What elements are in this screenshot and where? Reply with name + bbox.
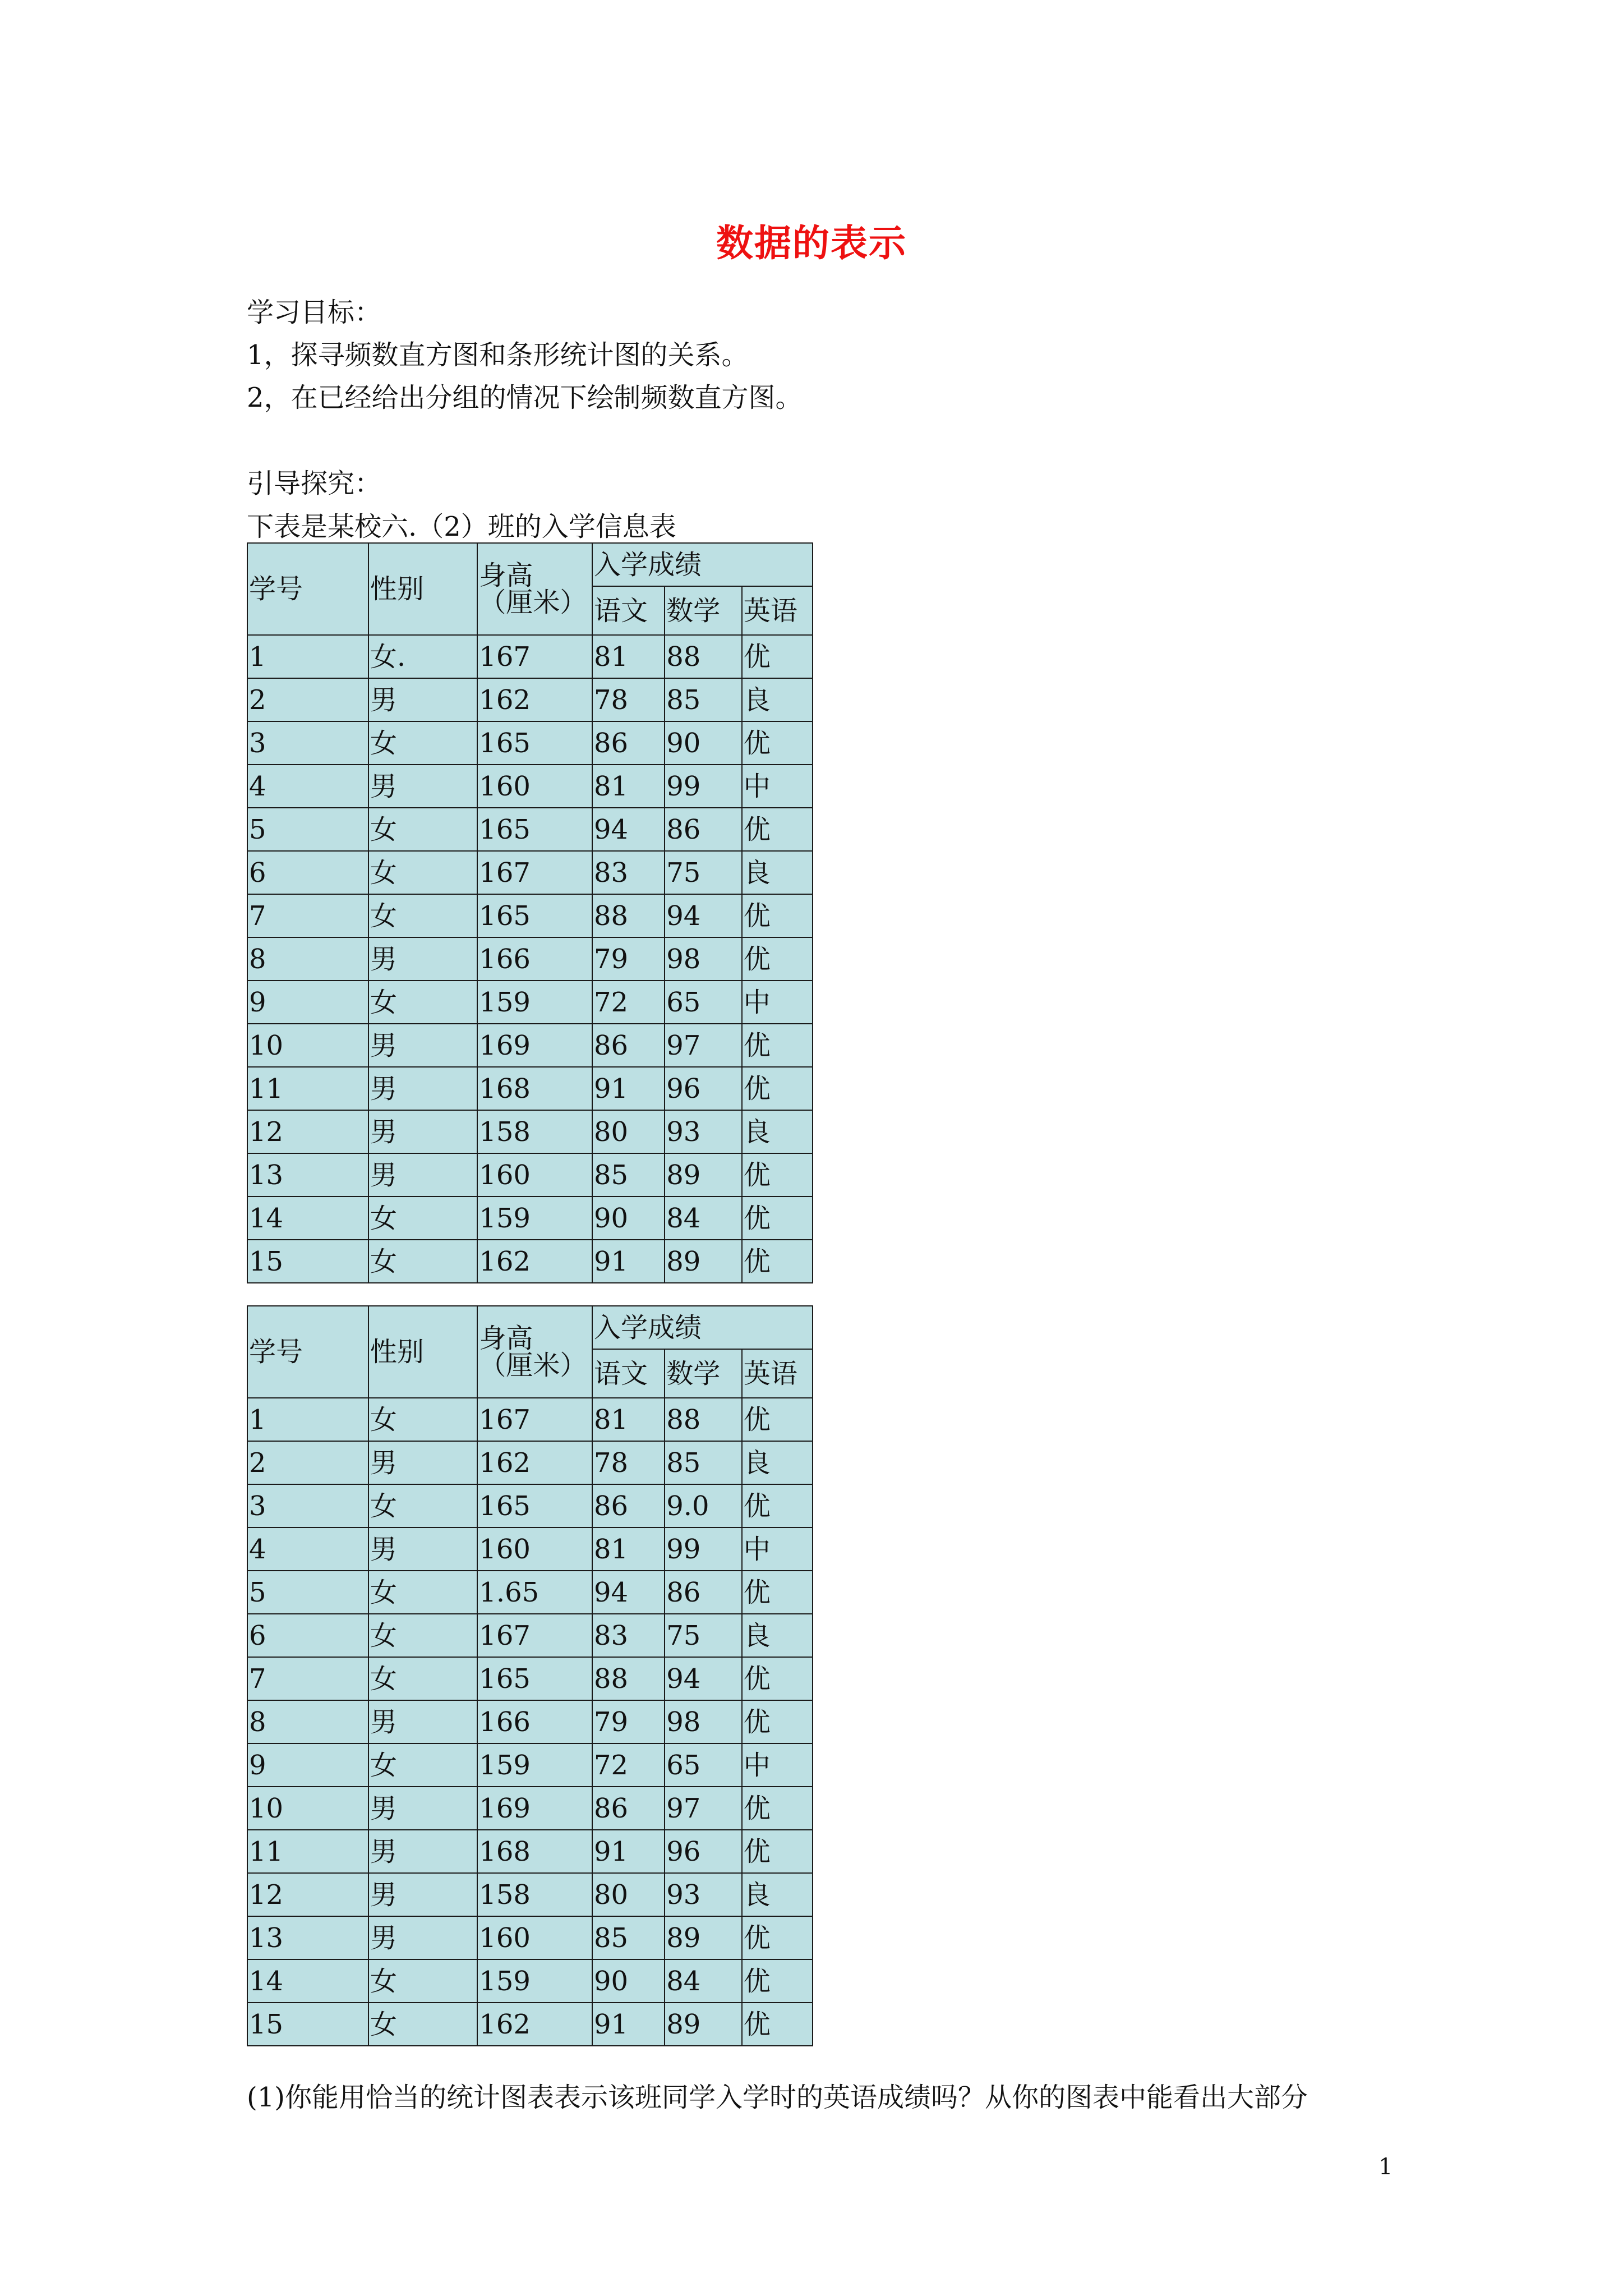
cell-english: 优 [742, 894, 813, 937]
cell-chinese: 83 [592, 1614, 665, 1657]
info-table-2 [247, 1305, 813, 2046]
cell-chinese: 85 [592, 1916, 665, 1959]
header-id: 学号 [247, 543, 368, 635]
table-row [247, 1614, 813, 1657]
cell-math: 89 [665, 2003, 741, 2046]
header-english: 英语 [742, 1349, 813, 1398]
cell-chinese: 86 [592, 1787, 665, 1830]
cell-sex: 女 [368, 721, 477, 765]
table-row [247, 765, 813, 808]
cell-math: 89 [665, 1240, 741, 1283]
cell-chinese: 91 [592, 2003, 665, 2046]
cell-height: 165 [477, 1484, 592, 1527]
cell-english: 优 [742, 1959, 813, 2003]
header-chinese: 语文 [592, 1349, 665, 1398]
guide-heading: 引导探究： [247, 468, 382, 499]
objectives-heading: 学习目标： [247, 297, 382, 328]
cell-sex: 男 [368, 765, 477, 808]
cell-id: 1 [247, 1398, 368, 1441]
cell-chinese: 85 [592, 1153, 665, 1197]
cell-height: 160 [477, 1153, 592, 1197]
cell-english: 良 [742, 1110, 813, 1153]
cell-chinese: 72 [592, 981, 665, 1024]
cell-math: 93 [665, 1873, 741, 1916]
table-body-1 [247, 635, 813, 1283]
table-row [247, 1024, 813, 1067]
cell-math: 84 [665, 1197, 741, 1240]
table-row [247, 1873, 813, 1916]
cell-english: 优 [742, 1484, 813, 1527]
header-math: 数学 [665, 1349, 741, 1398]
cell-english: 优 [742, 1657, 813, 1700]
header-sex: 性别 [368, 1306, 477, 1398]
cell-sex: 男 [368, 1787, 477, 1830]
cell-math: 86 [665, 808, 741, 851]
table-row [247, 981, 813, 1024]
cell-english: 优 [742, 1787, 813, 1830]
cell-sex: 女 [368, 1484, 477, 1527]
cell-height: 167 [477, 635, 592, 678]
cell-height: 165 [477, 721, 592, 765]
cell-english: 优 [742, 1240, 813, 1283]
cell-chinese: 81 [592, 1527, 665, 1571]
cell-id: 8 [247, 1700, 368, 1743]
cell-chinese: 80 [592, 1873, 665, 1916]
cell-height: 166 [477, 1700, 592, 1743]
header-scores: 入学成绩 [592, 543, 813, 586]
cell-id: 10 [247, 1787, 368, 1830]
cell-chinese: 81 [592, 635, 665, 678]
cell-height: 166 [477, 937, 592, 981]
cell-math: 75 [665, 1614, 741, 1657]
cell-id: 14 [247, 1959, 368, 2003]
table-row [247, 808, 813, 851]
cell-math: 89 [665, 1916, 741, 1959]
table-row [247, 721, 813, 765]
info-table-1 [247, 542, 813, 1283]
cell-chinese: 80 [592, 1110, 665, 1153]
cell-english: 优 [742, 808, 813, 851]
header-height [477, 1306, 592, 1398]
cell-math: 86 [665, 1571, 741, 1614]
cell-height: 160 [477, 765, 592, 808]
cell-id: 6 [247, 851, 368, 894]
cell-sex: 女 [368, 1571, 477, 1614]
cell-height: 167 [477, 1614, 592, 1657]
cell-english: 良 [742, 1614, 813, 1657]
cell-height: 167 [477, 1398, 592, 1441]
cell-id: 4 [247, 1527, 368, 1571]
table-row [247, 1700, 813, 1743]
table-header [247, 543, 813, 635]
cell-height: 1.65 [477, 1571, 592, 1614]
cell-math: 96 [665, 1067, 741, 1110]
cell-chinese: 88 [592, 894, 665, 937]
cell-height: 158 [477, 1873, 592, 1916]
cell-chinese: 90 [592, 1197, 665, 1240]
cell-id: 9 [247, 1743, 368, 1787]
cell-math: 97 [665, 1024, 741, 1067]
cell-height: 165 [477, 1657, 592, 1700]
cell-height: 169 [477, 1024, 592, 1067]
table-row [247, 1657, 813, 1700]
cell-chinese: 91 [592, 1067, 665, 1110]
objective-item-2: 2，在已经给出分组的情况下绘制频数直方图。 [247, 382, 803, 413]
cell-id: 12 [247, 1873, 368, 1916]
cell-id: 4 [247, 765, 368, 808]
cell-chinese: 86 [592, 1484, 665, 1527]
cell-chinese: 79 [592, 937, 665, 981]
table-row [247, 1110, 813, 1153]
question-text: (1)你能用恰当的统计图表表示该班同学入学时的英语成绩吗？从你的图表中能看出大部分 [247, 2082, 1308, 2113]
table-caption: 下表是某校六.（2）班的入学信息表 [247, 511, 676, 542]
cell-height: 165 [477, 894, 592, 937]
cell-math: 94 [665, 1657, 741, 1700]
cell-chinese: 72 [592, 1743, 665, 1787]
table-row [247, 1916, 813, 1959]
cell-height: 162 [477, 1240, 592, 1283]
cell-height: 159 [477, 1197, 592, 1240]
cell-sex: 男 [368, 1110, 477, 1153]
cell-english: 良 [742, 678, 813, 721]
table-row [247, 2003, 813, 2046]
table-row [247, 678, 813, 721]
cell-id: 8 [247, 937, 368, 981]
header-scores: 入学成绩 [592, 1306, 813, 1349]
cell-sex: 男 [368, 1830, 477, 1873]
header-math: 数学 [665, 586, 741, 635]
table-row [247, 1787, 813, 1830]
cell-math: 98 [665, 1700, 741, 1743]
table-header [247, 1306, 813, 1398]
cell-chinese: 81 [592, 1398, 665, 1441]
header-height-line1: 身高 [479, 1323, 533, 1354]
cell-math: 93 [665, 1110, 741, 1153]
table-body-2 [247, 1398, 813, 2046]
cell-sex: 女 [368, 1743, 477, 1787]
header-height-line2: （厘米） [479, 587, 587, 618]
cell-id: 2 [247, 678, 368, 721]
cell-height: 162 [477, 2003, 592, 2046]
header-sex: 性别 [368, 543, 477, 635]
cell-math: 88 [665, 1398, 741, 1441]
table-row [247, 1398, 813, 1441]
header-english: 英语 [742, 586, 813, 635]
cell-sex: 女 [368, 851, 477, 894]
cell-sex: 男 [368, 1916, 477, 1959]
cell-english: 优 [742, 1916, 813, 1959]
cell-english: 优 [742, 937, 813, 981]
cell-chinese: 86 [592, 721, 665, 765]
cell-english: 优 [742, 1024, 813, 1067]
cell-sex: 男 [368, 1527, 477, 1571]
cell-english: 中 [742, 981, 813, 1024]
cell-chinese: 90 [592, 1959, 665, 2003]
cell-math: 85 [665, 678, 741, 721]
cell-height: 168 [477, 1067, 592, 1110]
cell-english: 中 [742, 765, 813, 808]
cell-height: 159 [477, 1959, 592, 2003]
cell-height: 160 [477, 1527, 592, 1571]
cell-chinese: 94 [592, 1571, 665, 1614]
table-row [247, 1240, 813, 1283]
cell-id: 7 [247, 894, 368, 937]
cell-sex: 女 [368, 2003, 477, 2046]
cell-english: 良 [742, 1873, 813, 1916]
cell-id: 10 [247, 1024, 368, 1067]
cell-sex: 男 [368, 1700, 477, 1743]
cell-english: 优 [742, 1153, 813, 1197]
cell-id: 6 [247, 1614, 368, 1657]
cell-chinese: 86 [592, 1024, 665, 1067]
header-id: 学号 [247, 1306, 368, 1398]
cell-id: 12 [247, 1110, 368, 1153]
cell-height: 159 [477, 1743, 592, 1787]
cell-sex: 男 [368, 1153, 477, 1197]
table-row [247, 1441, 813, 1484]
table-row [247, 1571, 813, 1614]
cell-id: 5 [247, 1571, 368, 1614]
cell-chinese: 78 [592, 1441, 665, 1484]
cell-english: 中 [742, 1743, 813, 1787]
cell-english: 中 [742, 1527, 813, 1571]
cell-math: 84 [665, 1959, 741, 2003]
cell-math: 98 [665, 937, 741, 981]
cell-id: 13 [247, 1153, 368, 1197]
cell-id: 5 [247, 808, 368, 851]
cell-sex: 女 [368, 808, 477, 851]
cell-math: 9.0 [665, 1484, 741, 1527]
cell-english: 良 [742, 1441, 813, 1484]
table-row [247, 1067, 813, 1110]
cell-math: 97 [665, 1787, 741, 1830]
cell-id: 7 [247, 1657, 368, 1700]
cell-math: 75 [665, 851, 741, 894]
table-row [247, 1959, 813, 2003]
cell-sex: 女 [368, 1657, 477, 1700]
cell-height: 162 [477, 1441, 592, 1484]
cell-id: 13 [247, 1916, 368, 1959]
cell-id: 11 [247, 1830, 368, 1873]
cell-chinese: 81 [592, 765, 665, 808]
cell-english: 优 [742, 1571, 813, 1614]
cell-height: 158 [477, 1110, 592, 1153]
page-title: 数据的表示 [716, 222, 907, 265]
table-row [247, 1743, 813, 1787]
table-row [247, 1830, 813, 1873]
cell-english: 优 [742, 721, 813, 765]
header-height [477, 543, 592, 635]
cell-chinese: 94 [592, 808, 665, 851]
cell-sex: 男 [368, 1024, 477, 1067]
cell-english: 优 [742, 1830, 813, 1873]
cell-height: 168 [477, 1830, 592, 1873]
cell-chinese: 79 [592, 1700, 665, 1743]
table-row [247, 894, 813, 937]
cell-english: 优 [742, 1398, 813, 1441]
cell-chinese: 78 [592, 678, 665, 721]
cell-sex: 女 [368, 1398, 477, 1441]
table-row [247, 937, 813, 981]
cell-math: 94 [665, 894, 741, 937]
cell-chinese: 88 [592, 1657, 665, 1700]
page-number: 1 [1378, 2154, 1393, 2180]
header-chinese: 语文 [592, 586, 665, 635]
cell-id: 1 [247, 635, 368, 678]
table-row [247, 635, 813, 678]
cell-sex: 女 [368, 1614, 477, 1657]
cell-height: 167 [477, 851, 592, 894]
cell-chinese: 91 [592, 1240, 665, 1283]
cell-english: 优 [742, 1197, 813, 1240]
cell-sex: 男 [368, 1873, 477, 1916]
cell-sex: 男 [368, 937, 477, 981]
cell-id: 14 [247, 1197, 368, 1240]
cell-id: 3 [247, 721, 368, 765]
cell-sex: 男 [368, 678, 477, 721]
cell-english: 优 [742, 1700, 813, 1743]
table-row [247, 1484, 813, 1527]
cell-math: 96 [665, 1830, 741, 1873]
cell-math: 65 [665, 1743, 741, 1787]
cell-chinese: 83 [592, 851, 665, 894]
cell-id: 2 [247, 1441, 368, 1484]
table-row [247, 1153, 813, 1197]
header-height-line2: （厘米） [479, 1350, 587, 1381]
cell-height: 160 [477, 1916, 592, 1959]
header-height-line1: 身高 [479, 560, 533, 591]
cell-height: 159 [477, 981, 592, 1024]
cell-english: 优 [742, 2003, 813, 2046]
cell-sex: 女 [368, 1197, 477, 1240]
cell-id: 11 [247, 1067, 368, 1110]
cell-sex: 女 [368, 981, 477, 1024]
cell-id: 9 [247, 981, 368, 1024]
cell-sex: 男 [368, 1067, 477, 1110]
cell-sex: 男 [368, 1441, 477, 1484]
cell-sex: 女 [368, 1240, 477, 1283]
cell-math: 85 [665, 1441, 741, 1484]
objective-item-1: 1，探寻频数直方图和条形统计图的关系。 [247, 339, 749, 371]
cell-math: 89 [665, 1153, 741, 1197]
cell-sex: 女. [368, 635, 477, 678]
cell-sex: 女 [368, 1959, 477, 2003]
cell-math: 99 [665, 1527, 741, 1571]
cell-english: 优 [742, 1067, 813, 1110]
cell-id: 3 [247, 1484, 368, 1527]
cell-id: 15 [247, 2003, 368, 2046]
cell-math: 88 [665, 635, 741, 678]
cell-chinese: 91 [592, 1830, 665, 1873]
cell-sex: 女 [368, 894, 477, 937]
table-row [247, 1527, 813, 1571]
cell-id: 15 [247, 1240, 368, 1283]
cell-math: 99 [665, 765, 741, 808]
cell-math: 90 [665, 721, 741, 765]
table-row [247, 851, 813, 894]
cell-english: 优 [742, 635, 813, 678]
cell-height: 162 [477, 678, 592, 721]
cell-height: 165 [477, 808, 592, 851]
cell-math: 65 [665, 981, 741, 1024]
table-row [247, 1197, 813, 1240]
cell-height: 169 [477, 1787, 592, 1830]
cell-english: 良 [742, 851, 813, 894]
